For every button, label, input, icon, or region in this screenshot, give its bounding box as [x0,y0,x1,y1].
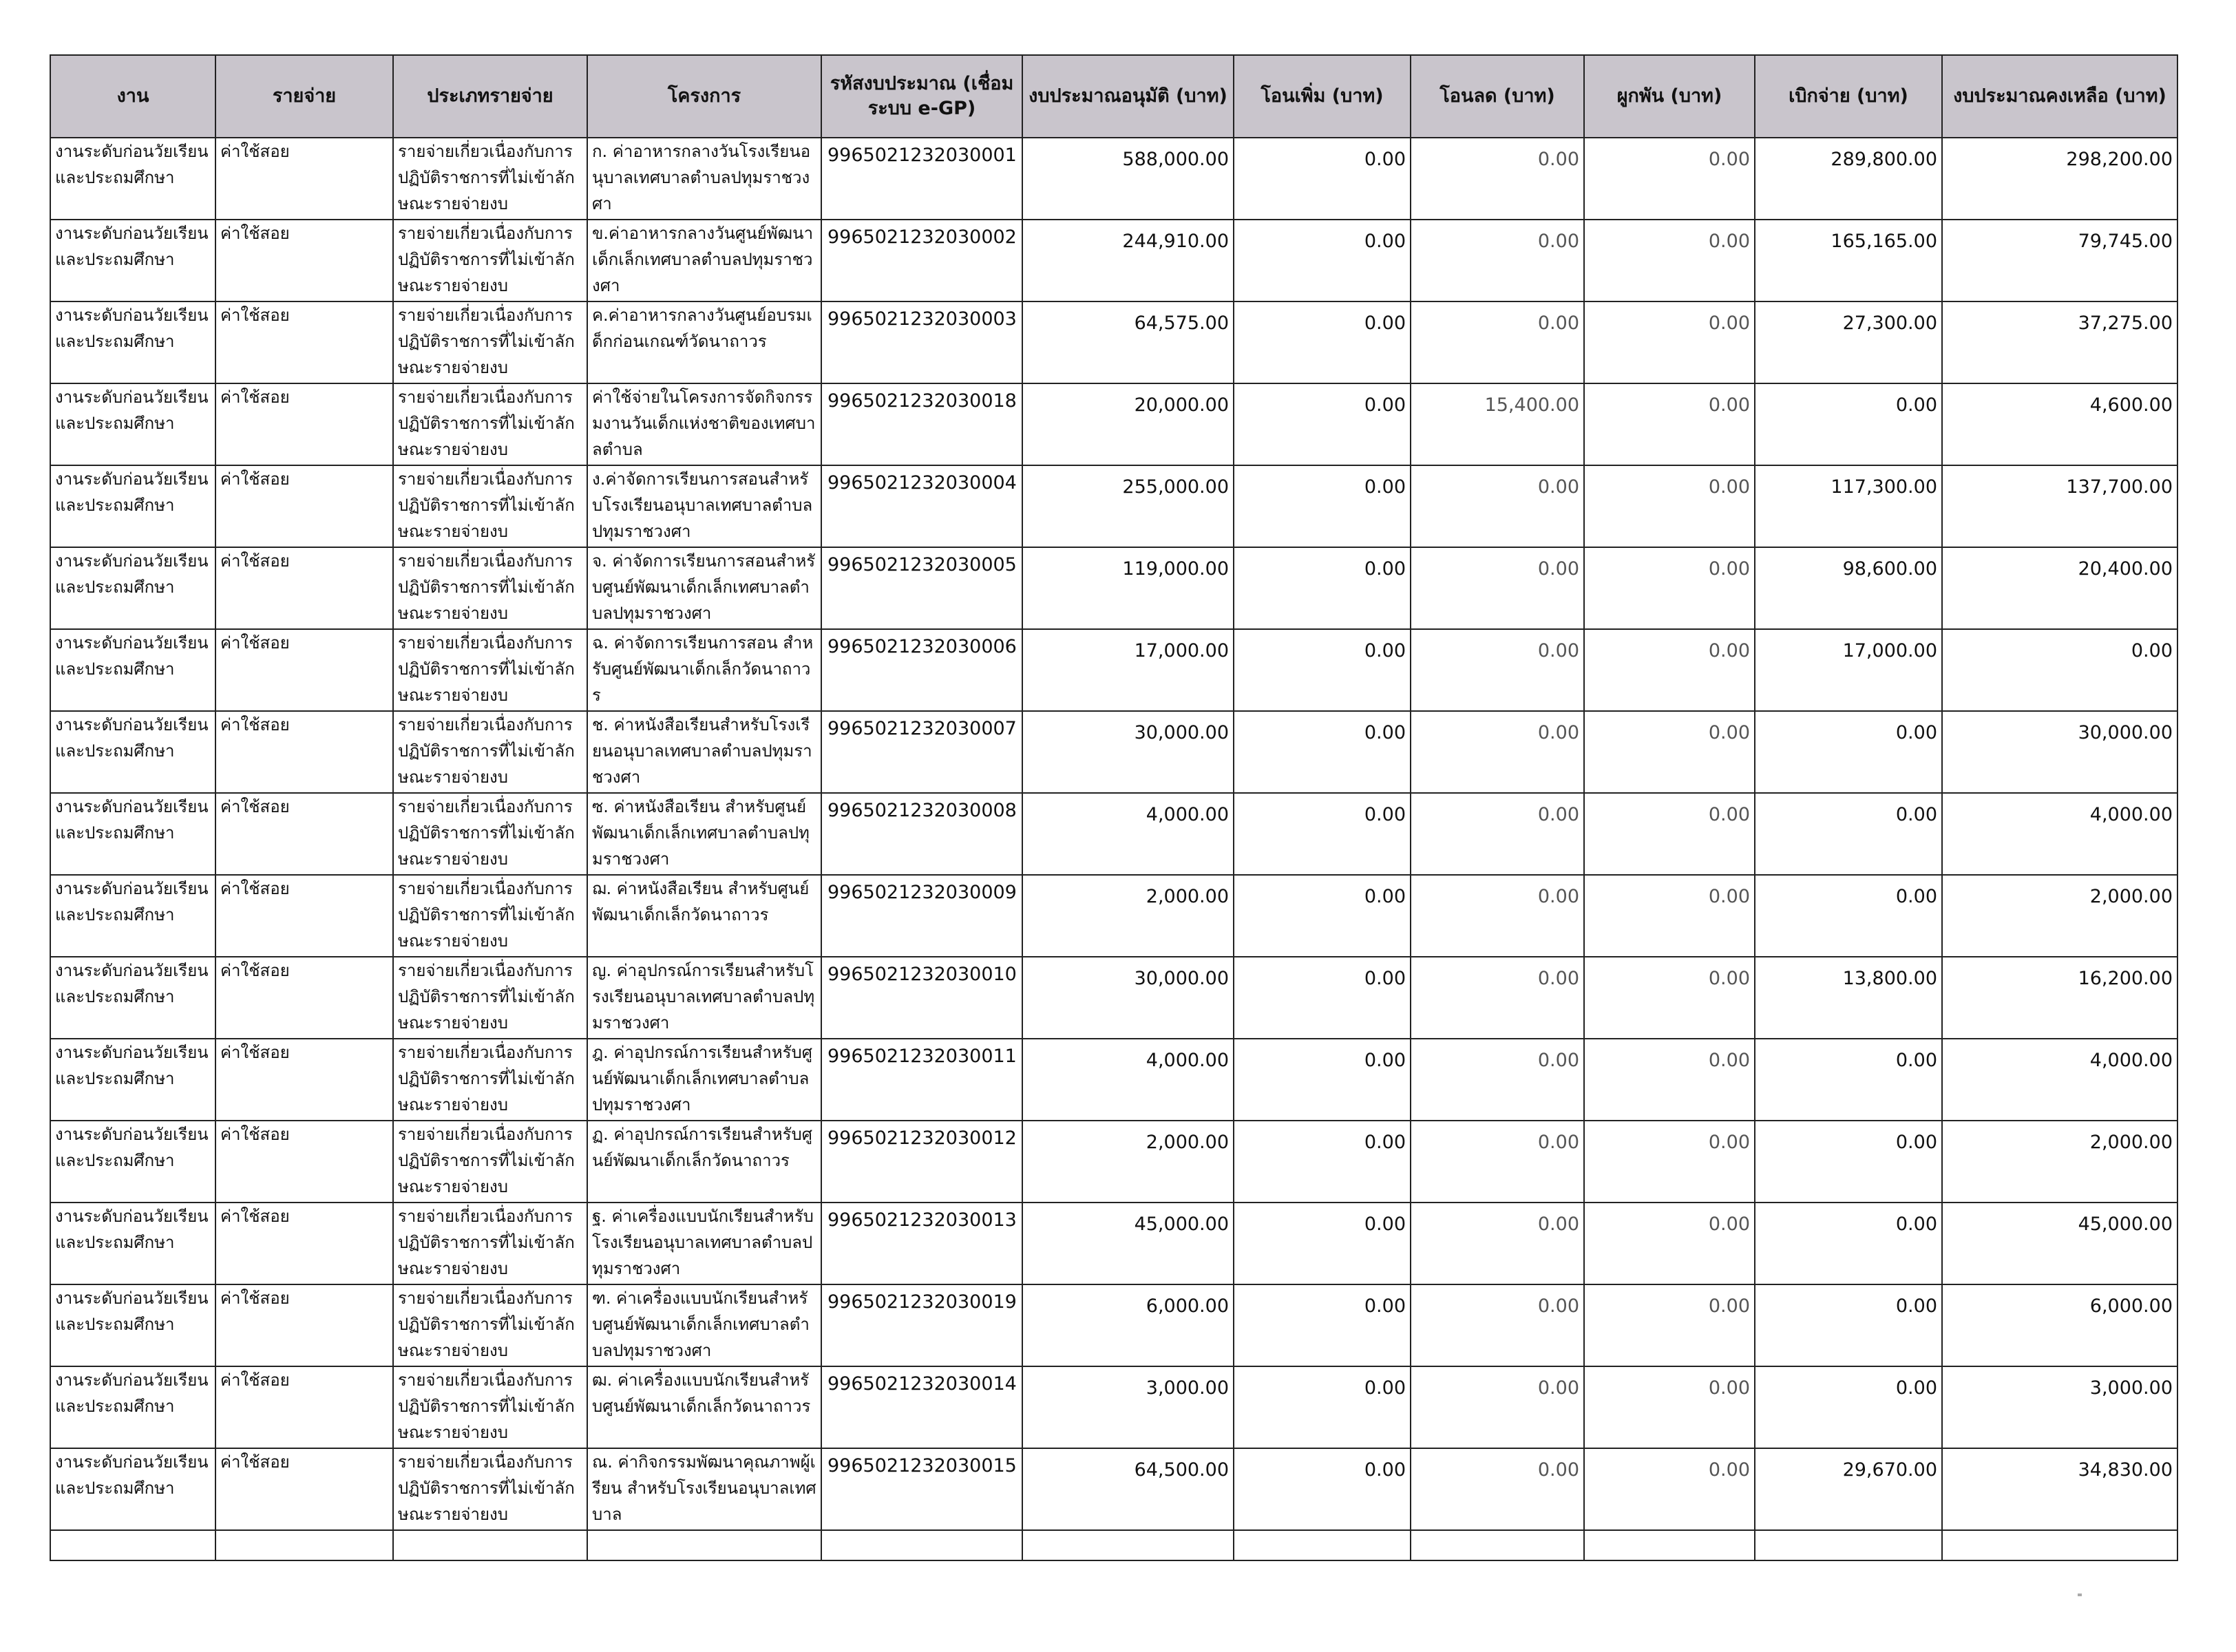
cell-committed: 0.00 [1584,220,1755,301]
blank-cell [1584,1530,1755,1560]
cell-remaining: 4,000.00 [1942,1039,2177,1121]
cell-disbursed: 0.00 [1755,1121,1942,1203]
cell-project: ฌ. ค่าหนังสือเรียน สำหรับศูนย์พัฒนาเด็กเล็กวัดนาถาวร [587,875,821,957]
cell-expense: ค่าใช้สอย [215,138,393,220]
cell-approved: 2,000.00 [1022,875,1234,957]
cell-disbursed: 0.00 [1755,1203,1942,1284]
cell-budget-code: 9965021232030007 [821,711,1022,793]
cell-approved: 30,000.00 [1022,957,1234,1039]
cell-work: งานระดับก่อนวัยเรียนและประถมศึกษา [50,465,215,547]
table-row [50,793,2177,875]
cell-expense: ค่าใช้สอย [215,793,393,875]
cell-transfer-out: 0.00 [1411,629,1584,711]
table-row [50,957,2177,1039]
cell-expense: ค่าใช้สอย [215,1448,393,1530]
table-row [50,547,2177,629]
cell-work: งานระดับก่อนวัยเรียนและประถมศึกษา [50,629,215,711]
cell-expense: ค่าใช้สอย [215,957,393,1039]
blank-cell [1942,1530,2177,1560]
cell-budget-code: 9965021232030008 [821,793,1022,875]
blank-cell [1755,1530,1942,1560]
cell-project: ฏ. ค่าอุปกรณ์การเรียนสำหรับศูนย์พัฒนาเด็กเล็กวัดนาถาวร [587,1121,821,1203]
cell-project: ฒ. ค่าเครื่องแบบนักเรียนสำหรับศูนย์พัฒนาเด็กเล็กวัดนาถาวร [587,1366,821,1448]
header-project: โครงการ [587,55,821,138]
cell-transfer-in: 0.00 [1234,1284,1411,1366]
cell-disbursed: 0.00 [1755,711,1942,793]
cell-transfer-out: 0.00 [1411,301,1584,383]
cell-expense-type: รายจ่ายเกี่ยวเนื่องกับการปฏิบัติราชการที่ไม่เข้าลักษณะรายจ่ายงบ [393,1366,587,1448]
table-row [50,1284,2177,1366]
cell-transfer-in: 0.00 [1234,957,1411,1039]
cell-transfer-out: 0.00 [1411,138,1584,220]
cell-disbursed: 29,670.00 [1755,1448,1942,1530]
cell-budget-code: 9965021232030004 [821,465,1022,547]
cell-disbursed: 17,000.00 [1755,629,1942,711]
cell-approved: 30,000.00 [1022,711,1234,793]
blank-cell [393,1530,587,1560]
cell-work: งานระดับก่อนวัยเรียนและประถมศึกษา [50,547,215,629]
cell-transfer-out: 0.00 [1411,711,1584,793]
cell-remaining: 2,000.00 [1942,1121,2177,1203]
cell-transfer-out: 0.00 [1411,1284,1584,1366]
cell-remaining: 79,745.00 [1942,220,2177,301]
cell-transfer-out: 0.00 [1411,793,1584,875]
cell-transfer-in: 0.00 [1234,138,1411,220]
cell-transfer-out: 0.00 [1411,1448,1584,1530]
cell-expense: ค่าใช้สอย [215,1284,393,1366]
cell-expense: ค่าใช้สอย [215,1203,393,1284]
cell-transfer-out: 0.00 [1411,220,1584,301]
cell-project: ค่าใช้จ่ายในโครงการจัดกิจกรรมงานวันเด็กแห่งชาติของเทศบาลตำบล [587,383,821,465]
cell-expense: ค่าใช้สอย [215,383,393,465]
cell-work: งานระดับก่อนวัยเรียนและประถมศึกษา [50,1121,215,1203]
cell-approved: 17,000.00 [1022,629,1234,711]
cell-remaining: 3,000.00 [1942,1366,2177,1448]
cell-approved: 6,000.00 [1022,1284,1234,1366]
header-committed: ผูกพัน (บาท) [1584,55,1755,138]
cell-budget-code: 9965021232030019 [821,1284,1022,1366]
cell-disbursed: 13,800.00 [1755,957,1942,1039]
cell-transfer-out: 0.00 [1411,1039,1584,1121]
cell-committed: 0.00 [1584,875,1755,957]
cell-disbursed: 98,600.00 [1755,547,1942,629]
cell-budget-code: 9965021232030010 [821,957,1022,1039]
cell-budget-code: 9965021232030009 [821,875,1022,957]
cell-expense: ค่าใช้สอย [215,547,393,629]
cell-approved: 119,000.00 [1022,547,1234,629]
header-expense: รายจ่าย [215,55,393,138]
cell-transfer-out: 0.00 [1411,465,1584,547]
cell-expense: ค่าใช้สอย [215,711,393,793]
cell-work: งานระดับก่อนวัยเรียนและประถมศึกษา [50,1203,215,1284]
table-row [50,1039,2177,1121]
cell-work: งานระดับก่อนวัยเรียนและประถมศึกษา [50,1366,215,1448]
cell-transfer-out: 0.00 [1411,1203,1584,1284]
cell-work: งานระดับก่อนวัยเรียนและประถมศึกษา [50,875,215,957]
cell-project: ช. ค่าหนังสือเรียนสำหรับโรงเรียนอนุบาลเทศบาลตำบลปทุมราชวงศา [587,711,821,793]
cell-project: ฉ. ค่าจัดการเรียนการสอน สำหรับศูนย์พัฒนาเด็กเล็กวัดนาถาวร [587,629,821,711]
cell-budget-code: 9965021232030015 [821,1448,1022,1530]
cell-remaining: 34,830.00 [1942,1448,2177,1530]
cell-remaining: 4,000.00 [1942,793,2177,875]
header-expense-type: ประเภทรายจ่าย [393,55,587,138]
cell-disbursed: 0.00 [1755,1284,1942,1366]
cell-work: งานระดับก่อนวัยเรียนและประถมศึกษา [50,1039,215,1121]
cell-work: งานระดับก่อนวัยเรียนและประถมศึกษา [50,793,215,875]
cell-budget-code: 9965021232030011 [821,1039,1022,1121]
cell-approved: 20,000.00 [1022,383,1234,465]
cell-expense-type: รายจ่ายเกี่ยวเนื่องกับการปฏิบัติราชการที่ไม่เข้าลักษณะรายจ่ายงบ [393,1448,587,1530]
cell-expense-type: รายจ่ายเกี่ยวเนื่องกับการปฏิบัติราชการที่ไม่เข้าลักษณะรายจ่ายงบ [393,875,587,957]
cell-budget-code: 9965021232030012 [821,1121,1022,1203]
cell-approved: 3,000.00 [1022,1366,1234,1448]
cell-expense: ค่าใช้สอย [215,220,393,301]
blank-cell [50,1530,215,1560]
cell-transfer-in: 0.00 [1234,547,1411,629]
cell-expense-type: รายจ่ายเกี่ยวเนื่องกับการปฏิบัติราชการที่ไม่เข้าลักษณะรายจ่ายงบ [393,957,587,1039]
cell-approved: 45,000.00 [1022,1203,1234,1284]
cell-budget-code: 9965021232030018 [821,383,1022,465]
cell-budget-code: 9965021232030013 [821,1203,1022,1284]
cell-transfer-in: 0.00 [1234,220,1411,301]
cell-committed: 0.00 [1584,629,1755,711]
cell-disbursed: 27,300.00 [1755,301,1942,383]
table-row [50,1121,2177,1203]
cell-expense-type: รายจ่ายเกี่ยวเนื่องกับการปฏิบัติราชการที่ไม่เข้าลักษณะรายจ่ายงบ [393,301,587,383]
cell-committed: 0.00 [1584,1366,1755,1448]
cell-committed: 0.00 [1584,138,1755,220]
cell-project: ฎ. ค่าอุปกรณ์การเรียนสำหรับศูนย์พัฒนาเด็กเล็กเทศบาลตำบลปทุมราชวงศา [587,1039,821,1121]
cell-project: ญ. ค่าอุปกรณ์การเรียนสำหรับโรงเรียนอนุบาลเทศบาลตำบลปทุมราชวงศา [587,957,821,1039]
cell-transfer-out: 0.00 [1411,547,1584,629]
table-row [50,1366,2177,1448]
cell-expense: ค่าใช้สอย [215,1039,393,1121]
cell-project: ฐ. ค่าเครื่องแบบนักเรียนสำหรับโรงเรียนอนุบาลเทศบาลตำบลปทุมราชวงศา [587,1203,821,1284]
blank-cell [1022,1530,1234,1560]
cell-transfer-in: 0.00 [1234,711,1411,793]
cell-transfer-in: 0.00 [1234,1203,1411,1284]
table-row [50,383,2177,465]
cell-disbursed: 0.00 [1755,1039,1942,1121]
cell-work: งานระดับก่อนวัยเรียนและประถมศึกษา [50,138,215,220]
cell-committed: 0.00 [1584,547,1755,629]
cell-project: ฑ. ค่าเครื่องแบบนักเรียนสำหรับศูนย์พัฒนาเด็กเล็กเทศบาลตำบลปทุมราชวงศา [587,1284,821,1366]
blank-cell [1234,1530,1411,1560]
blank-cell [215,1530,393,1560]
cell-committed: 0.00 [1584,1448,1755,1530]
cell-transfer-in: 0.00 [1234,629,1411,711]
cell-work: งานระดับก่อนวัยเรียนและประถมศึกษา [50,957,215,1039]
cell-transfer-in: 0.00 [1234,1121,1411,1203]
cell-expense-type: รายจ่ายเกี่ยวเนื่องกับการปฏิบัติราชการที่ไม่เข้าลักษณะรายจ่ายงบ [393,793,587,875]
cell-transfer-in: 0.00 [1234,875,1411,957]
cell-expense-type: รายจ่ายเกี่ยวเนื่องกับการปฏิบัติราชการที่ไม่เข้าลักษณะรายจ่ายงบ [393,711,587,793]
cell-expense-type: รายจ่ายเกี่ยวเนื่องกับการปฏิบัติราชการที่ไม่เข้าลักษณะรายจ่ายงบ [393,1284,587,1366]
cell-work: งานระดับก่อนวัยเรียนและประถมศึกษา [50,220,215,301]
cell-approved: 255,000.00 [1022,465,1234,547]
cell-budget-code: 9965021232030001 [821,138,1022,220]
cell-transfer-in: 0.00 [1234,793,1411,875]
header-approved: งบประมาณอนุมัติ (บาท) [1022,55,1234,138]
cell-project: ค.ค่าอาหารกลางวันศูนย์อบรมเด็กก่อนเกณฑ์วัดนาถาวร [587,301,821,383]
cell-transfer-in: 0.00 [1234,301,1411,383]
cell-expense: ค่าใช้สอย [215,629,393,711]
cell-committed: 0.00 [1584,1203,1755,1284]
cell-expense-type: รายจ่ายเกี่ยวเนื่องกับการปฏิบัติราชการที่ไม่เข้าลักษณะรายจ่ายงบ [393,465,587,547]
cell-expense-type: รายจ่ายเกี่ยวเนื่องกับการปฏิบัติราชการที่ไม่เข้าลักษณะรายจ่ายงบ [393,138,587,220]
blank-row [50,1530,2177,1560]
cell-expense-type: รายจ่ายเกี่ยวเนื่องกับการปฏิบัติราชการที่ไม่เข้าลักษณะรายจ่ายงบ [393,547,587,629]
cell-remaining: 45,000.00 [1942,1203,2177,1284]
cell-remaining: 137,700.00 [1942,465,2177,547]
cell-expense-type: รายจ่ายเกี่ยวเนื่องกับการปฏิบัติราชการที่ไม่เข้าลักษณะรายจ่ายงบ [393,1121,587,1203]
cell-expense-type: รายจ่ายเกี่ยวเนื่องกับการปฏิบัติราชการที่ไม่เข้าลักษณะรายจ่ายงบ [393,1203,587,1284]
cell-budget-code: 9965021232030005 [821,547,1022,629]
blank-cell [587,1530,821,1560]
table-row [50,138,2177,220]
cell-project: ซ. ค่าหนังสือเรียน สำหรับศูนย์พัฒนาเด็กเล็กเทศบาลตำบลปทุมราชวงศา [587,793,821,875]
table-row [50,220,2177,301]
cell-remaining: 30,000.00 [1942,711,2177,793]
budget-report-sheet [50,54,2177,1561]
cell-transfer-in: 0.00 [1234,383,1411,465]
header-disbursed: เบิกจ่าย (บาท) [1755,55,1942,138]
cell-expense-type: รายจ่ายเกี่ยวเนื่องกับการปฏิบัติราชการที่ไม่เข้าลักษณะรายจ่ายงบ [393,629,587,711]
cell-disbursed: 165,165.00 [1755,220,1942,301]
cell-committed: 0.00 [1584,465,1755,547]
cell-committed: 0.00 [1584,793,1755,875]
cell-remaining: 2,000.00 [1942,875,2177,957]
cell-committed: 0.00 [1584,1039,1755,1121]
cell-approved: 588,000.00 [1022,138,1234,220]
cell-approved: 64,500.00 [1022,1448,1234,1530]
table-body [50,138,2177,1560]
cell-committed: 0.00 [1584,301,1755,383]
blank-cell [821,1530,1022,1560]
cell-disbursed: 0.00 [1755,793,1942,875]
header-remaining: งบประมาณคงเหลือ (บาท) [1942,55,2177,138]
cell-expense-type: รายจ่ายเกี่ยวเนื่องกับการปฏิบัติราชการที่ไม่เข้าลักษณะรายจ่ายงบ [393,220,587,301]
cell-work: งานระดับก่อนวัยเรียนและประถมศึกษา [50,383,215,465]
cell-expense: ค่าใช้สอย [215,465,393,547]
cell-work: งานระดับก่อนวัยเรียนและประถมศึกษา [50,1284,215,1366]
header-transfer-out: โอนลด (บาท) [1411,55,1584,138]
cell-committed: 0.00 [1584,1121,1755,1203]
cell-expense: ค่าใช้สอย [215,1366,393,1448]
cell-transfer-out: 15,400.00 [1411,383,1584,465]
scan-mark [2078,1593,2082,1596]
cell-project: ก. ค่าอาหารกลางวันโรงเรียนอนุบาลเทศบาลตำบลปทุมราชวงศา [587,138,821,220]
cell-disbursed: 117,300.00 [1755,465,1942,547]
header-work: งาน [50,55,215,138]
table-row [50,711,2177,793]
cell-remaining: 37,275.00 [1942,301,2177,383]
cell-remaining: 6,000.00 [1942,1284,2177,1366]
cell-remaining: 16,200.00 [1942,957,2177,1039]
table-row [50,875,2177,957]
budget-table [50,54,2178,1561]
blank-cell [1411,1530,1584,1560]
cell-project: ณ. ค่ากิจกรรมพัฒนาคุณภาพผู้เรียน สำหรับโรงเรียนอนุบาลเทศบาล [587,1448,821,1530]
table-header-row [50,55,2177,138]
cell-expense-type: รายจ่ายเกี่ยวเนื่องกับการปฏิบัติราชการที่ไม่เข้าลักษณะรายจ่ายงบ [393,383,587,465]
table-row [50,1203,2177,1284]
cell-disbursed: 289,800.00 [1755,138,1942,220]
cell-budget-code: 9965021232030002 [821,220,1022,301]
table-row [50,629,2177,711]
cell-expense-type: รายจ่ายเกี่ยวเนื่องกับการปฏิบัติราชการที่ไม่เข้าลักษณะรายจ่ายงบ [393,1039,587,1121]
cell-transfer-in: 0.00 [1234,1448,1411,1530]
cell-disbursed: 0.00 [1755,1366,1942,1448]
cell-expense: ค่าใช้สอย [215,875,393,957]
cell-transfer-in: 0.00 [1234,465,1411,547]
cell-remaining: 298,200.00 [1942,138,2177,220]
cell-work: งานระดับก่อนวัยเรียนและประถมศึกษา [50,1448,215,1530]
cell-transfer-in: 0.00 [1234,1039,1411,1121]
cell-transfer-out: 0.00 [1411,957,1584,1039]
header-budget-code: รหัสงบประมาณ (เชื่อมระบบ e-GP) [821,55,1022,138]
cell-remaining: 4,600.00 [1942,383,2177,465]
table-row [50,301,2177,383]
cell-committed: 0.00 [1584,957,1755,1039]
header-transfer-in: โอนเพิ่ม (บาท) [1234,55,1411,138]
cell-transfer-out: 0.00 [1411,875,1584,957]
table-row [50,1448,2177,1530]
cell-expense: ค่าใช้สอย [215,1121,393,1203]
cell-disbursed: 0.00 [1755,383,1942,465]
table-row [50,465,2177,547]
cell-budget-code: 9965021232030014 [821,1366,1022,1448]
cell-project: จ. ค่าจัดการเรียนการสอนสำหรับศูนย์พัฒนาเด็กเล็กเทศบาลตำบลปทุมราชวงศา [587,547,821,629]
cell-approved: 64,575.00 [1022,301,1234,383]
cell-transfer-out: 0.00 [1411,1366,1584,1448]
cell-work: งานระดับก่อนวัยเรียนและประถมศึกษา [50,711,215,793]
cell-committed: 0.00 [1584,1284,1755,1366]
cell-budget-code: 9965021232030003 [821,301,1022,383]
cell-expense: ค่าใช้สอย [215,301,393,383]
cell-approved: 4,000.00 [1022,793,1234,875]
cell-project: ข.ค่าอาหารกลางวันศูนย์พัฒนาเด็กเล็กเทศบาลตำบลปทุมราชวงศา [587,220,821,301]
cell-approved: 2,000.00 [1022,1121,1234,1203]
cell-remaining: 0.00 [1942,629,2177,711]
cell-approved: 4,000.00 [1022,1039,1234,1121]
cell-budget-code: 9965021232030006 [821,629,1022,711]
cell-transfer-in: 0.00 [1234,1366,1411,1448]
cell-committed: 0.00 [1584,383,1755,465]
cell-transfer-out: 0.00 [1411,1121,1584,1203]
cell-project: ง.ค่าจัดการเรียนการสอนสำหรับโรงเรียนอนุบาลเทศบาลตำบลปทุมราชวงศา [587,465,821,547]
cell-disbursed: 0.00 [1755,875,1942,957]
cell-work: งานระดับก่อนวัยเรียนและประถมศึกษา [50,301,215,383]
cell-approved: 244,910.00 [1022,220,1234,301]
cell-committed: 0.00 [1584,711,1755,793]
cell-remaining: 20,400.00 [1942,547,2177,629]
